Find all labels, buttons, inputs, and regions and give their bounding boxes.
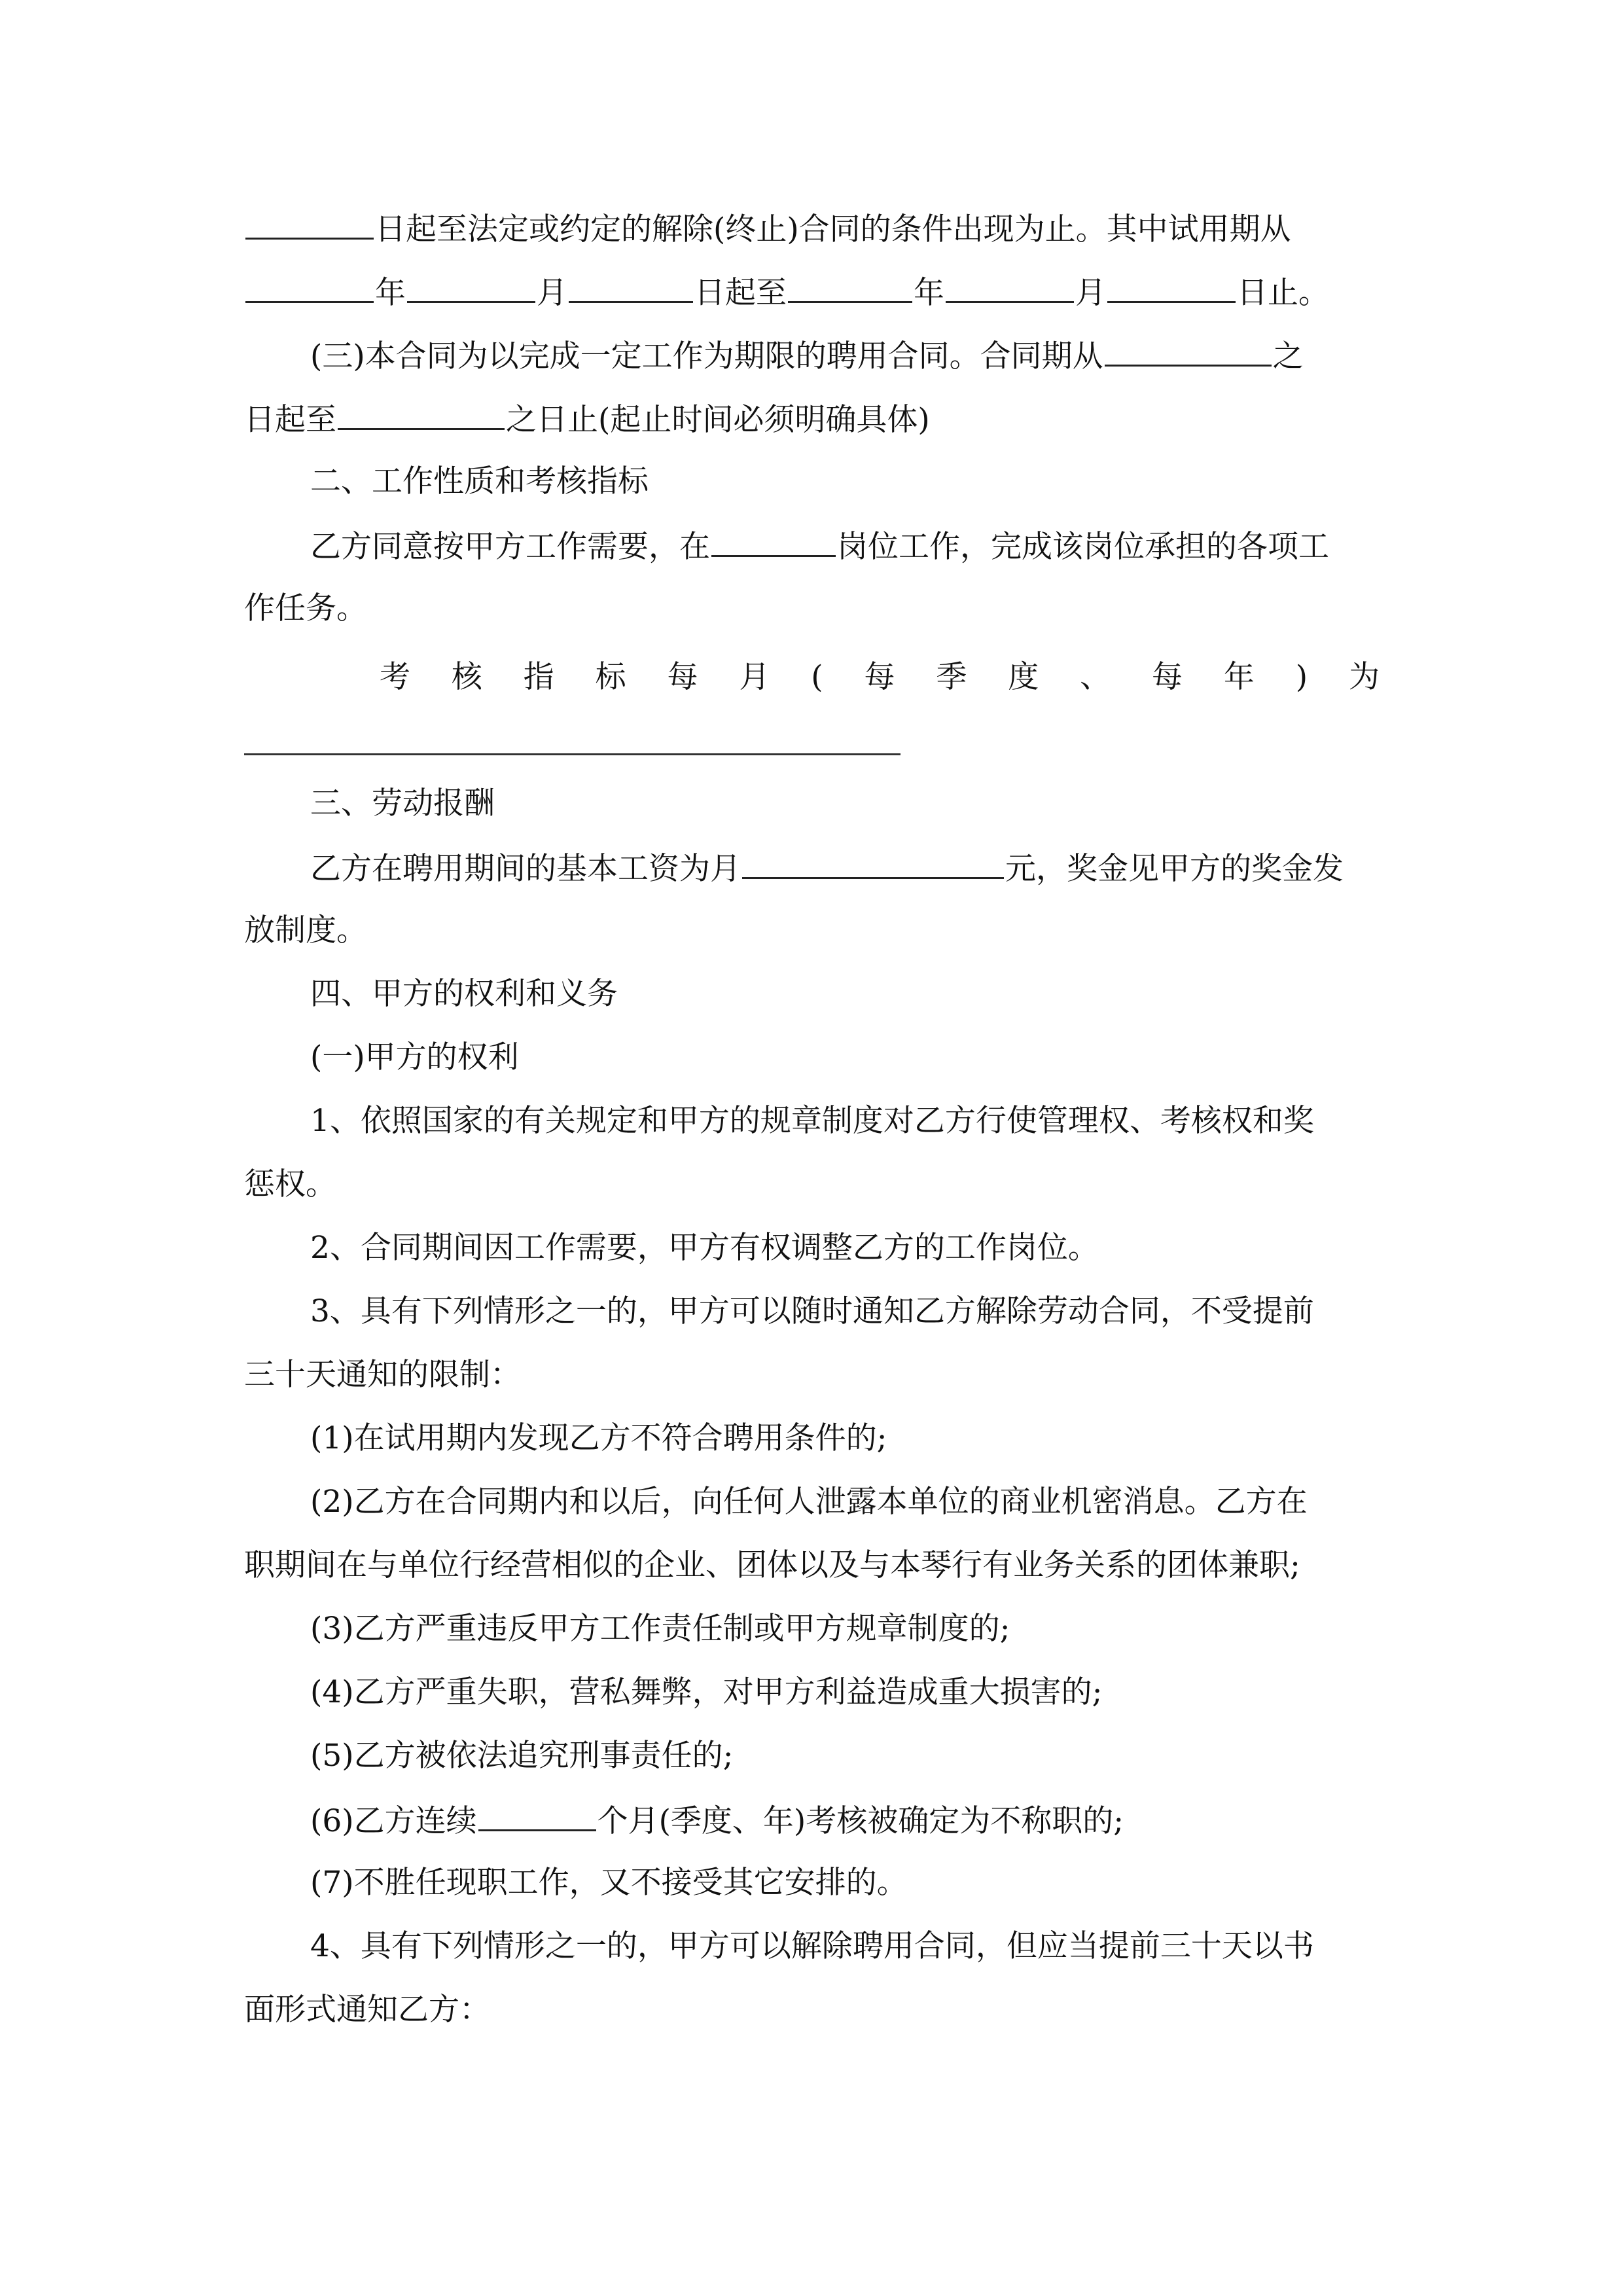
fill-in-blank[interactable] — [478, 1797, 596, 1831]
fill-in-blank[interactable] — [245, 205, 374, 240]
section-heading: 四、甲方的权利和义务 — [310, 976, 618, 1012]
text-line: (7)不胜任现职工作，又不接受其它安排的。 — [310, 1865, 908, 1901]
spaced-char: 度 — [1008, 659, 1039, 695]
section-heading: 三、劳动报酬 — [310, 785, 495, 821]
text-line — [244, 395, 1380, 441]
spaced-char: ( — [811, 659, 823, 695]
text-line: (2)乙方在合同期内和以后，向任何人泄露本单位的商业机密消息。乙方在 — [310, 1484, 1308, 1520]
year-label: 年 — [914, 275, 944, 311]
fill-in-blank[interactable] — [569, 268, 693, 303]
text-line — [310, 844, 1446, 890]
text-line — [310, 522, 1446, 568]
spaced-char: 标 — [595, 659, 626, 695]
text-line: 4、具有下列情形之一的，甲方可以解除聘用合同，但应当提前三十天以书 — [310, 1928, 1314, 1964]
text-line: 3、具有下列情形之一的，甲方可以随时通知乙方解除劳动合同，不受提前 — [310, 1293, 1314, 1329]
spaced-char: 每 — [1151, 659, 1183, 695]
line-text: 个月(季度、年)考核被确定为不称职的; — [597, 1803, 1124, 1839]
fill-in-rule[interactable] — [244, 753, 901, 755]
text-line: 1、依照国家的有关规定和甲方的规章制度对乙方行使管理权、考核权和奖 — [310, 1103, 1314, 1139]
spaced-char: 指 — [523, 659, 554, 695]
spaced-char: 核 — [451, 659, 482, 695]
day-label: 日起至 — [694, 275, 787, 311]
subsection-heading: (一)甲方的权利 — [310, 1039, 519, 1075]
text-line: 惩权。 — [244, 1166, 336, 1202]
fill-in-blank[interactable] — [245, 268, 374, 303]
spaced-char: 季 — [936, 659, 967, 695]
fill-in-blank[interactable] — [1105, 332, 1272, 367]
fill-in-blank[interactable] — [407, 268, 535, 303]
line-text: 之 — [1272, 338, 1304, 374]
line-text: 乙方同意按甲方工作需要，在 — [310, 529, 710, 565]
fill-in-blank[interactable] — [338, 395, 505, 430]
spaced-char: ) — [1295, 659, 1308, 695]
fill-in-blank[interactable] — [946, 268, 1074, 303]
text-line: 三十天通知的限制： — [244, 1357, 521, 1393]
text-line: (1)在试用期内发现乙方不符合聘用条件的; — [310, 1420, 887, 1456]
line-text: 日起至法定或约定的解除(终止)合同的条件出现为止。其中试用期从 — [375, 211, 1291, 247]
text-line — [244, 205, 1380, 251]
year-label: 年 — [375, 275, 406, 311]
line-text: 岗位工作，完成该岗位承担的各项工 — [837, 529, 1329, 565]
line-text: 乙方在聘用期间的基本工资为月 — [310, 851, 741, 887]
day-label: 日止。 — [1237, 275, 1329, 311]
section-heading: 二、工作性质和考核指标 — [310, 463, 649, 499]
spaced-char: 、 — [1080, 659, 1111, 695]
line-text: (三)本合同为以完成一定工作为期限的聘用合同。合同期从 — [310, 338, 1103, 374]
text-line: 放制度。 — [244, 912, 367, 948]
text-line: 面形式通知乙方： — [244, 1992, 490, 2028]
text-line — [310, 332, 1446, 378]
line-text: 日起至 — [244, 402, 336, 438]
line-text: (6)乙方连续 — [310, 1803, 477, 1839]
text-line: (5)乙方被依法追究刑事责任的; — [310, 1738, 734, 1774]
text-line: 2、合同期间因工作需要，甲方有权调整乙方的工作岗位。 — [310, 1230, 1099, 1266]
month-label: 月 — [537, 275, 567, 311]
spaced-char: 每 — [864, 659, 895, 695]
fill-in-blank[interactable] — [788, 268, 912, 303]
spaced-char: 月 — [739, 659, 770, 695]
spaced-char: 为 — [1348, 659, 1380, 695]
text-line — [310, 1797, 1446, 1842]
line-text: 元，奖金见甲方的奖金发 — [1005, 851, 1344, 887]
text-line: 作任务。 — [244, 590, 367, 626]
spaced-char: 年 — [1223, 659, 1255, 695]
fill-in-blank[interactable] — [1107, 268, 1236, 303]
text-line: (3)乙方严重违反甲方工作责任制或甲方规章制度的; — [310, 1611, 1010, 1647]
text-line — [244, 268, 1380, 314]
text-line: 职期间在与单位行经营相似的企业、团体以及与本琴行有业务关系的团体兼职; — [244, 1547, 1300, 1583]
spaced-char: 考 — [380, 659, 410, 695]
text-line: (4)乙方严重失职，营私舞弊，对甲方利益造成重大损害的; — [310, 1674, 1103, 1710]
fill-in-blank[interactable] — [742, 844, 1004, 879]
assessment-line — [380, 655, 1380, 700]
month-label: 月 — [1075, 275, 1106, 311]
fill-in-blank[interactable] — [711, 522, 836, 557]
spaced-char: 每 — [667, 659, 698, 695]
line-text: 之日止(起止时间必须明确具体) — [506, 402, 930, 438]
